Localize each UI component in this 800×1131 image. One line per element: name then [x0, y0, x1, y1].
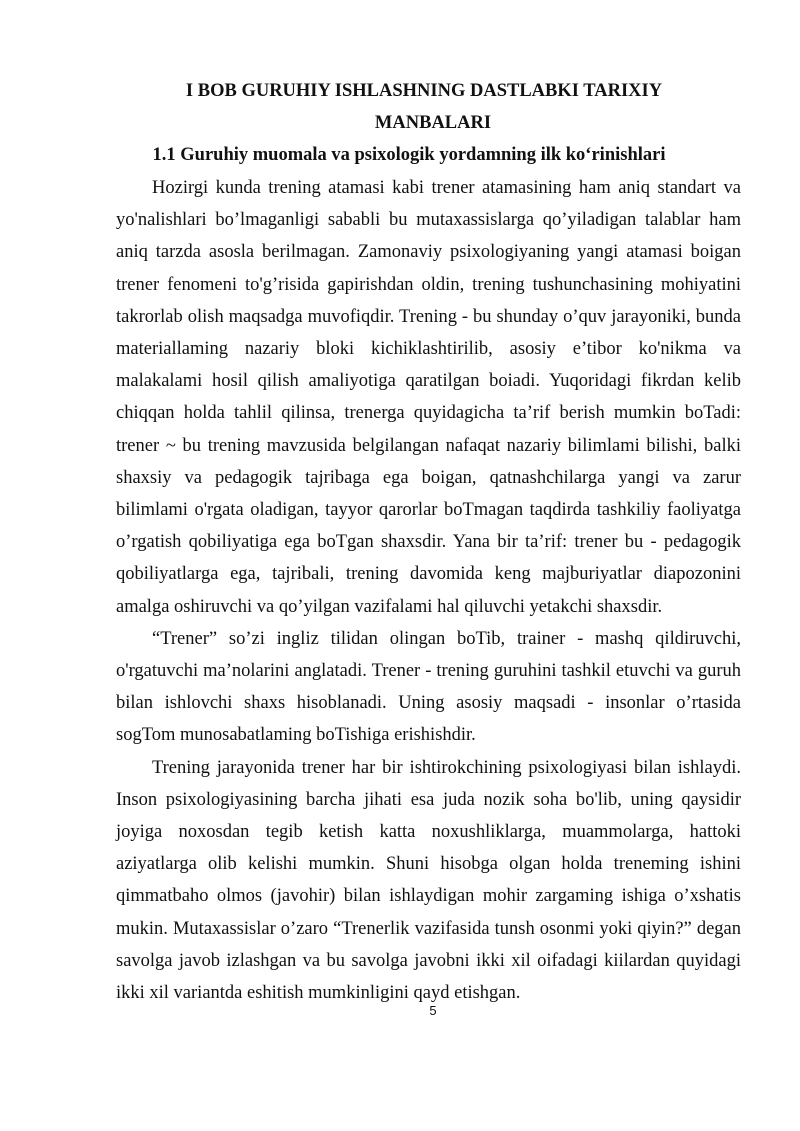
- chapter-title-line-2: MANBALARI: [374, 113, 492, 133]
- paragraph: “Trener” so’zi ingliz tilidan olingan boTib, trainer - mashq qildiruvchi, o'rgatuvchi ma’nolarini anglatadi. Trener - trening guruhini tashkil etuvchi va guruh bilan ishlovchi shaxs hisoblanadi. Uning asosiy maqsadi - insonlar o’rtasida sogTom munosabatlaming boTishiga erishishdir.: [116, 628, 741, 746]
- page-number: 5: [429, 1003, 437, 1018]
- chapter-title-line-1: I BOB GURUHIY ISHLASHNING DASTLABKI TARIXIY: [185, 81, 663, 101]
- chapter-title: [0, 75, 800, 139]
- paragraph: Hozirgi kunda trening atamasi kabi trener atamasining ham aniq standart va yo'nalishlari bo’lmaganligi sababli bu mutaxassislarga qo’yiladigan talablar ham aniq tarzda asosla berilmagan. Zamonaviy psixologiyaning yangi atamasi boigan trener fenomeni to'g’risida gapirishdan oldin, trening tushunchasining mohiyatini takrorlab olish maqsadga muvofiqdir. Trening - bu shunday o’quv jarayoniki, bunda materiallaming nazariy bloki kichiklashtirilib, asosiy e’tibor ko'nikma va malakalami hosil qilish amaliyotiga qaratilgan boiadi. Yuqoridagi fikrdan kelib chiqqan holda tahlil qilinsa, trenerga quyidagicha ta’rif berish mumkin boTadi: trener ~ bu trening mavzusida belgilangan nafaqat nazariy bilimlami bilishi, balki shaxsiy va pedagogik tajribaga ega boigan, qatnashchilarga yangi va zarur bilimlami o'rgata oladigan, tayyor qarorlar boTmagan taqdirda tashkiliy faoliyatga o’rgatish qobiliyatiga ega boTgan shaxsdir. Yana bir ta’rif: trener bu - pedagogik qobiliyatlarga ega, tajribali, trening davomida keng majburiyatlar diapozonini amalga oshiruvchi va qo’yilgan vazifalami hal qiluvchi yetakchi shaxsdir.: [116, 178, 741, 617]
- paragraph: Trening jarayonida trener har bir ishtirokchining psixologiyasi bilan ishlaydi. Inson psixologiyasining barcha jihati esa juda nozik soha bo'lib, uning qaysidir joyiga noxosdan tegib ketish katta noxushliklarga, muammolarga, hattoki aziyatlarga olib kelishi mumkin. Shuni hisobga olgan holda treneming ishini qimmatbaho olmos (javohir) bilan ishlaydigan mohir zargaming ishiga o’xshatis mukin. Mutaxassislar o’zaro “Trenerlik vazifasida tunsh osonmi yoki qiyin?” degan savolga javob izlashgan va bu savolga javobni ikki xil oifadagi kiilardan quyidagi ikki xil variantda eshitish mumkinligini qayd etishgan.: [116, 757, 741, 1004]
- section-title: 1.1 Guruhiy muomala va psixologik yordamning ilk ko‘rinishlari: [152, 145, 666, 165]
- body-text: [116, 172, 741, 1009]
